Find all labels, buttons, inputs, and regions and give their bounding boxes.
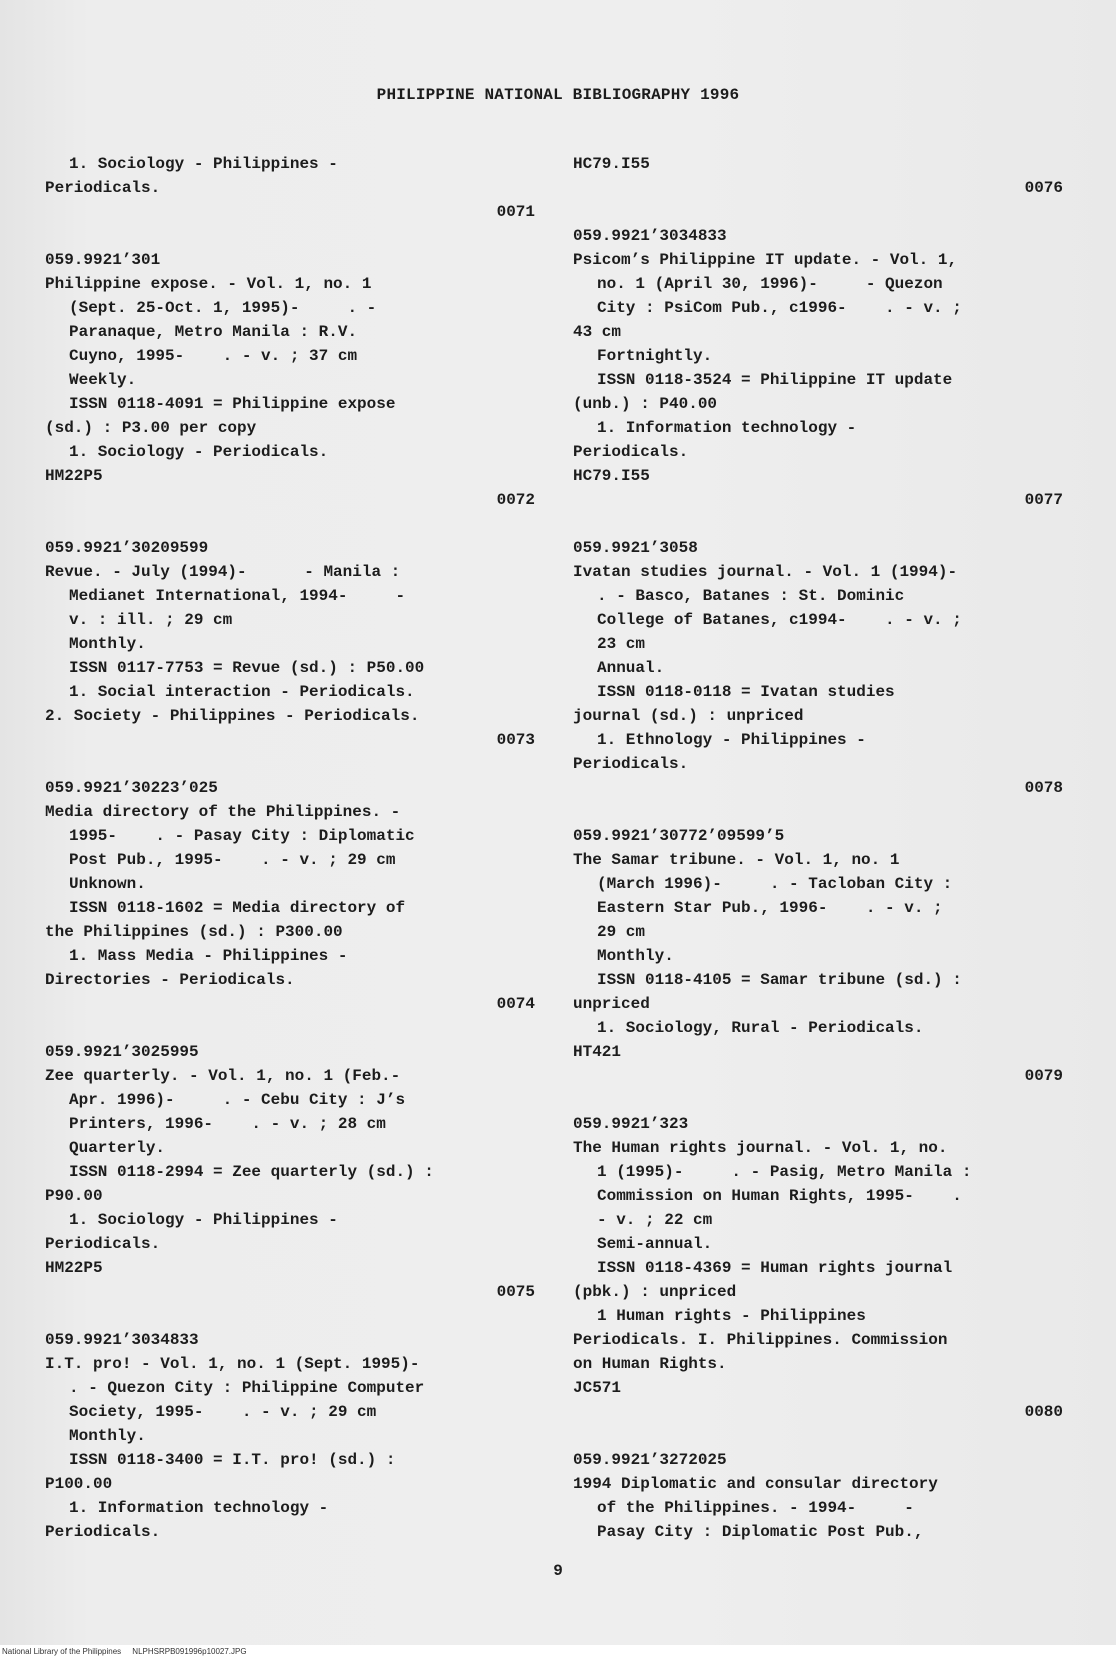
entry-text-line: ISSN 0118-4369 = Human rights journal xyxy=(597,1259,953,1277)
entry-text-line: no. 1 (April 30, 1996)- - Quezon xyxy=(597,275,943,293)
entry-text-line: 1. Ethnology - Philippines - xyxy=(597,731,866,749)
entry-text-line: 1. Information technology - xyxy=(69,1499,329,1517)
entry-text-line: Annual. xyxy=(597,659,665,677)
entry-text-line: Paranaque, Metro Manila : R.V. xyxy=(69,323,358,341)
entry-text-line: Periodicals. xyxy=(573,443,689,461)
entry-text-line: Directories - Periodicals. xyxy=(45,971,295,989)
scan-footer: National Library of the Philippines NLPHSRPB091996p10027.JPG xyxy=(0,1645,1116,1658)
entry-text-line: ISSN 0118-0118 = Ivatan studies xyxy=(597,683,895,701)
entry-text-line: 1. Mass Media - Philippines - xyxy=(69,947,348,965)
entry-spacer xyxy=(573,1088,1063,1112)
entry-text-line: Apr. 1996)- . - Cebu City : J’s xyxy=(69,1091,406,1109)
entry-text-line: 2. Society - Philippines - Periodicals. xyxy=(45,707,420,725)
entry-text-line: Medianet International, 1994- - xyxy=(69,587,406,605)
entry-number: 0075 xyxy=(496,1283,535,1301)
entry-text-line: Post Pub., 1995- . - v. ; 29 cm xyxy=(69,851,396,869)
entry-text-line: Philippine expose. - Vol. 1, no. 1 xyxy=(45,275,372,293)
entry-text-line: Revue. - July (1994)- - Manila : xyxy=(45,563,401,581)
entry-text-line: . - Basco, Batanes : St. Dominic xyxy=(597,587,905,605)
entry-text-line: 1994 Diplomatic and consular directory xyxy=(573,1475,938,1493)
entry-spacer xyxy=(573,512,1063,536)
entry-text-line: P100.00 xyxy=(45,1475,113,1493)
entry-text-line: 1 Human rights - Philippines xyxy=(597,1307,866,1325)
entry-text-line: Periodicals. xyxy=(45,179,161,197)
entry-text-line: Ivatan studies journal. - Vol. 1 (1994)- xyxy=(573,563,958,581)
entry-text-line: Periodicals. xyxy=(45,1523,161,1541)
entry-text-line: 059.9921’3034833 xyxy=(573,227,727,245)
entry-text-line: (Sept. 25-Oct. 1, 1995)- . - xyxy=(69,299,377,317)
entry-text-line: JC571 xyxy=(573,1379,622,1397)
entry-spacer xyxy=(573,1424,1063,1448)
entry-text-line: 059.9921’30772’09599’5 xyxy=(573,827,785,845)
entry-text-line: 1995- . - Pasay City : Diplomatic xyxy=(69,827,415,845)
entry-text-line: 23 cm xyxy=(597,635,646,653)
entry-text-line: 1. Sociology, Rural - Periodicals. xyxy=(597,1019,924,1037)
entry-text-line: ISSN 0118-1602 = Media directory of xyxy=(69,899,406,917)
entry-text-line: ISSN 0118-3524 = Philippine IT update xyxy=(597,371,953,389)
entry-text-line: Quarterly. xyxy=(69,1139,166,1157)
entry-text-line: Periodicals. I. Philippines. Commission xyxy=(573,1331,948,1349)
entry-text-line: Monthly. xyxy=(69,635,146,653)
entry-text-line: 1 (1995)- . - Pasig, Metro Manila : xyxy=(597,1163,972,1181)
entry-text-line: 059.9921’3025995 xyxy=(45,1043,199,1061)
entry-text-line: The Human rights journal. - Vol. 1, no. xyxy=(573,1139,948,1157)
entry-spacer xyxy=(573,800,1063,824)
entry-text-line: (sd.) : P3.00 per copy xyxy=(45,419,257,437)
entry-number: 0074 xyxy=(496,995,535,1013)
right-column xyxy=(573,152,1063,1544)
entry-text-line: Eastern Star Pub., 1996- . - v. ; xyxy=(597,899,943,917)
entry-number: 0078 xyxy=(1024,779,1063,797)
entry-text-line: Monthly. xyxy=(69,1427,146,1445)
entry-spacer xyxy=(45,224,535,248)
entry-text-line: . - Quezon City : Philippine Computer xyxy=(69,1379,425,1397)
entry-spacer xyxy=(573,200,1063,224)
entry-text-line: ISSN 0118-4091 = Philippine expose xyxy=(69,395,396,413)
entry-text-line: v. : ill. ; 29 cm xyxy=(69,611,233,629)
entry-text-line: 1. Sociology - Philippines - xyxy=(69,1211,338,1229)
entry-spacer xyxy=(45,752,535,776)
entry-text-line: (unb.) : P40.00 xyxy=(573,395,718,413)
entry-text-line: HC79.I55 xyxy=(573,467,650,485)
entry-number: 0079 xyxy=(1024,1067,1063,1085)
entry-text-line: College of Batanes, c1994- . - v. ; xyxy=(597,611,962,629)
entry-text-line: Semi-annual. xyxy=(597,1235,713,1253)
entry-text-line: HM22P5 xyxy=(45,467,103,485)
entry-text-line: 059.9921’30209599 xyxy=(45,539,209,557)
entry-text-line: Unknown. xyxy=(69,875,146,893)
entry-text-line: 1. Social interaction - Periodicals. xyxy=(69,683,415,701)
entry-number: 0077 xyxy=(1024,491,1063,509)
entry-text-line: P90.00 xyxy=(45,1187,103,1205)
entry-text-line: Zee quarterly. - Vol. 1, no. 1 (Feb.- xyxy=(45,1067,401,1085)
entry-text-line: The Samar tribune. - Vol. 1, no. 1 xyxy=(573,851,900,869)
entry-text-line: Psicom’s Philippine IT update. - Vol. 1, xyxy=(573,251,958,269)
entry-text-line: Society, 1995- . - v. ; 29 cm xyxy=(69,1403,377,1421)
entry-text-line: Pasay City : Diplomatic Post Pub., xyxy=(597,1523,924,1541)
entry-text-line: journal (sd.) : unpriced xyxy=(573,707,804,725)
page-number: 9 xyxy=(553,1562,563,1580)
entry-text-line: 059.9921’301 xyxy=(45,251,161,269)
entry-text-line: HC79.I55 xyxy=(573,155,650,173)
entry-text-line: 059.9921’3058 xyxy=(573,539,698,557)
entry-number: 0072 xyxy=(496,491,535,509)
entry-text-line: HM22P5 xyxy=(45,1259,103,1277)
entry-text-line: Periodicals. xyxy=(45,1235,161,1253)
entry-text-line: Cuyno, 1995- . - v. ; 37 cm xyxy=(69,347,358,365)
entry-number: 0080 xyxy=(1024,1403,1063,1421)
entry-text-line: 43 cm xyxy=(573,323,622,341)
entry-text-line: (March 1996)- . - Tacloban City : xyxy=(597,875,953,893)
entry-text-line: ISSN 0118-4105 = Samar tribune (sd.) : xyxy=(597,971,962,989)
entry-text-line: I.T. pro! - Vol. 1, no. 1 (Sept. 1995)- xyxy=(45,1355,420,1373)
left-column xyxy=(45,152,535,1544)
entry-text-line: (pbk.) : unpriced xyxy=(573,1283,737,1301)
entry-spacer xyxy=(45,512,535,536)
entry-text-line: 059.9921’323 xyxy=(573,1115,689,1133)
entry-text-line: 1. Sociology - Periodicals. xyxy=(69,443,329,461)
entry-number: 0073 xyxy=(496,731,535,749)
entry-text-line: of the Philippines. - 1994- - xyxy=(597,1499,914,1517)
entry-text-line: HT421 xyxy=(573,1043,622,1061)
entry-text-line: 29 cm xyxy=(597,923,646,941)
entry-text-line: Printers, 1996- . - v. ; 28 cm xyxy=(69,1115,386,1133)
page-title: PHILIPPINE NATIONAL BIBLIOGRAPHY 1996 xyxy=(376,86,740,104)
entry-number: 0076 xyxy=(1024,179,1063,197)
entry-text-line: 1. Sociology - Philippines - xyxy=(69,155,338,173)
entry-number: 0071 xyxy=(496,203,535,221)
entry-text-line: ISSN 0118-2994 = Zee quarterly (sd.) : xyxy=(69,1163,434,1181)
entry-text-line: Weekly. xyxy=(69,371,137,389)
entry-text-line: ISSN 0117-7753 = Revue (sd.) : P50.00 xyxy=(69,659,425,677)
entry-text-line: Monthly. xyxy=(597,947,674,965)
entry-spacer xyxy=(45,1016,535,1040)
entry-text-line: 059.9921’30223’025 xyxy=(45,779,218,797)
entry-text-line: City : PsiCom Pub., c1996- . - v. ; xyxy=(597,299,962,317)
entry-text-line: - v. ; 22 cm xyxy=(597,1211,713,1229)
entry-text-line: 059.9921’3034833 xyxy=(45,1331,199,1349)
entry-text-line: 059.9921’3272025 xyxy=(573,1451,727,1469)
entry-text-line: on Human Rights. xyxy=(573,1355,727,1373)
entry-text-line: Media directory of the Philippines. - xyxy=(45,803,401,821)
entry-text-line: 1. Information technology - xyxy=(597,419,857,437)
entry-text-line: Periodicals. xyxy=(573,755,689,773)
entry-text-line: Fortnightly. xyxy=(597,347,713,365)
entry-text-line: ISSN 0118-3400 = I.T. pro! (sd.) : xyxy=(69,1451,396,1469)
entry-text-line: the Philippines (sd.) : P300.00 xyxy=(45,923,343,941)
entry-text-line: Commission on Human Rights, 1995- . xyxy=(597,1187,962,1205)
entry-text-line: unpriced xyxy=(573,995,650,1013)
entry-spacer xyxy=(45,1304,535,1328)
